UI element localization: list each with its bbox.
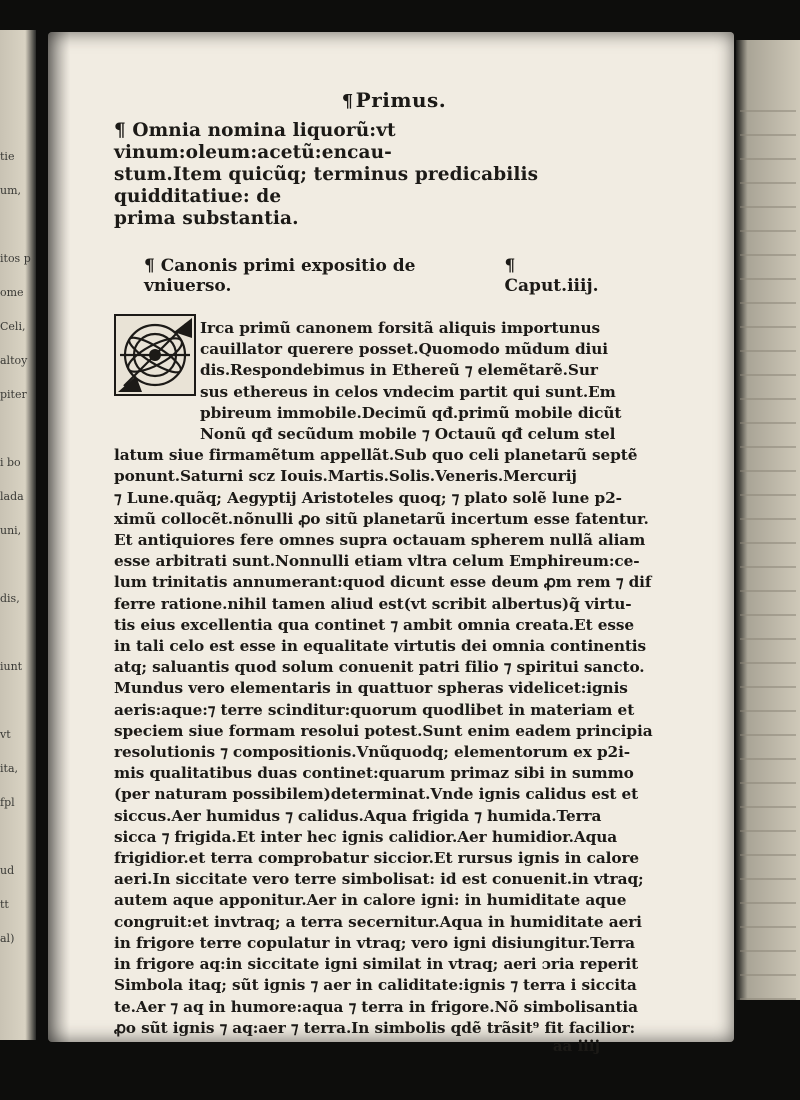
text-line: frigidior.et terra comprobatur siccior.Et rursus ignis in calore	[114, 849, 640, 868]
neighbor-fragment: vt	[0, 728, 11, 741]
text-line: in frigore aq:in siccitate igni similat in vtraq; aeri ɔria reperit	[114, 955, 639, 974]
text-line: esse arbitrati sunt.Nonnulli etiam vltra celum Emphireum:ce-	[114, 552, 640, 571]
text-line: Mundus vero elementaris in quattuor spheras videlicet:ignis	[114, 679, 628, 698]
text-line: ferre ratione.nihil tamen aliud est(vt scribit albertus)q̃ virtu-	[114, 594, 632, 613]
neighbor-fragment: fpl	[0, 796, 15, 809]
neighbor-page-right	[736, 40, 800, 1000]
text-line: autem aque apponitur.Aer in calore igni: in humiditate aque	[114, 891, 627, 910]
gutter-shadow	[48, 32, 70, 1042]
neighbor-fragment: um,	[0, 184, 22, 197]
text-line: te.Aer ⁊ aq in humore:aqua ⁊ terra in frigore.Nõ simbolisantia	[114, 997, 638, 1016]
intro-line: stum.Item quicũq; terminus predicabilis quidditatiue: de	[114, 164, 539, 207]
neighbor-fragment: tt	[0, 898, 9, 911]
neighbor-fragment	[0, 616, 34, 650]
text-line: aeris:aque:⁊ terre scinditur:quorum quodlibet in materiam et	[114, 700, 635, 719]
pilcrow-icon: ¶	[114, 120, 133, 141]
page-content	[114, 88, 674, 1055]
neighbor-fragment	[0, 208, 34, 242]
neighbor-fragment: al)	[0, 932, 15, 945]
neighbor-fragment: uni,	[0, 524, 22, 537]
text-line: aeri.In siccitate vero terre simbolisat: id est conuenit.in vtraq;	[114, 870, 644, 889]
pilcrow-icon: ¶	[341, 91, 354, 112]
neighbor-fragment: ita,	[0, 762, 18, 775]
neighbor-fragment: iunt	[0, 660, 23, 673]
text-line: in tali celo est esse in equalitate virtutis dei omnia continentis	[114, 637, 647, 656]
neighbor-fragment: i bo	[0, 456, 21, 469]
neighbor-fragment: tie	[0, 150, 15, 163]
text-line: Simbola itaq; sũt ignis ⁊ aer in caliditate:ignis ⁊ terra i siccita	[114, 976, 637, 995]
drop-cap-text-line: cauillator querere posset.Quomodo mũdum diui	[200, 340, 608, 359]
neighbor-page-fragments	[0, 140, 34, 956]
intro-line: prima substantia.	[114, 208, 299, 229]
text-line: Et antiquiores fere omnes supra octauam spherem nullã aliam	[114, 531, 646, 550]
drop-cap-text-line: Nonũ qđ secũdum mobile ⁊ Octauũ qđ celum stel	[200, 425, 616, 444]
book-page	[48, 32, 734, 1055]
text-line: ponunt.Saturni scz Iouis.Martis.Solis.Veneris.Mercurij	[114, 467, 577, 486]
text-line: (per naturam possibilem)determinat.Vnde ignis calidus est et	[114, 785, 639, 804]
text-line: in frigore terre copulatur in vtraq; vero igni disiungitur.Terra	[114, 933, 635, 952]
neighbor-fragment	[0, 412, 34, 446]
neighbor-page-right-text	[740, 110, 796, 1010]
text-line: lum trinitatis annumerant:quod dicunt esse deum ꝓm rem ⁊ dif	[114, 573, 652, 592]
neighbor-fragment: piter	[0, 388, 27, 401]
neighbor-fragment: dis,	[0, 592, 20, 605]
drop-cap-text-line: dis.Respondebimus in Ethereũ ⁊ elemẽtarẽ.Sur	[200, 361, 598, 380]
drop-cap-text-line: Irca primũ canonem forsitã aliquis importunus	[200, 319, 601, 337]
intro-line: Omnia nomina liquorũ:vt vinum:oleum:acetũ:encau-	[114, 120, 396, 163]
intro-paragraph	[114, 120, 674, 230]
running-head: ¶ Primus.	[341, 88, 447, 112]
text-line: siccus.Aer humidus ⁊ calidus.Aqua frigida ⁊ humida.Terra	[114, 806, 602, 825]
text-line: speciem siue formam resolui potest.Sunt enim eadem principia	[114, 721, 653, 740]
text-line: mis qualitatibus duas continet:quarum primaz sibi in summo	[114, 764, 634, 783]
neighbor-fragment: ud	[0, 864, 15, 877]
text-line: latum siue firmamẽtum appellãt.Sub quo celi planetarũ septẽ	[114, 446, 638, 465]
neighbor-fragment: altoy	[0, 354, 28, 367]
neighbor-fragment	[0, 684, 34, 718]
text-line: congruit:et invtraq; a terra secernitur.Aqua in humiditate aeri	[114, 912, 642, 931]
text-line: tis eius excellentia qua continet ⁊ ambit omnia creata.Et esse	[114, 615, 635, 634]
chapter-title: ¶ Canonis primi expositio de vniuerso.	[144, 256, 416, 296]
signature-mark: aa iiij	[552, 1036, 600, 1055]
drop-cap-text-line: pbireum immobile.Decimũ qđ.primũ mobile dicũt	[200, 403, 622, 422]
text-line: ⁊ Lune.quãq; Aegyptij Aristoteles quoq; ⁊ plato solẽ lune p2-	[114, 488, 622, 507]
neighbor-fragment: itos p	[0, 252, 31, 265]
armillary-sphere-woodcut-icon	[114, 314, 196, 396]
neighbor-page-left	[0, 30, 36, 1040]
neighbor-fragment: Celi,	[0, 320, 26, 333]
neighbor-fragment	[0, 548, 34, 582]
text-line: ꝓo sũt ignis ⁊ aq:aer ⁊ terra.In simbolis qdẽ trãsit⁹ fit facilior:	[114, 1018, 636, 1037]
main-text-block	[114, 318, 674, 1039]
drop-cap-text-line: sus ethereus in celos vndecim partit qui sunt.Em	[200, 382, 616, 401]
neighbor-fragment	[0, 820, 34, 854]
neighbor-fragment: lada	[0, 490, 24, 503]
chapter-heading	[144, 256, 614, 296]
chapter-number: ¶ Caput.iiij.	[504, 256, 599, 296]
text-line: ximũ collocẽt.nõnulli ꝓo sitũ planetarũ incertum esse fatentur.	[114, 509, 649, 528]
neighbor-fragment: ome	[0, 286, 24, 299]
text-line: resolutionis ⁊ compositionis.Vnũquodq; elementorum ex p2i-	[114, 743, 631, 762]
text-line: sicca ⁊ frigida.Et inter hec ignis calidior.Aer humidior.Aqua	[114, 827, 618, 846]
text-line: atq; saluantis quod solum conuenit patri filio ⁊ spiritui sancto.	[114, 658, 645, 677]
